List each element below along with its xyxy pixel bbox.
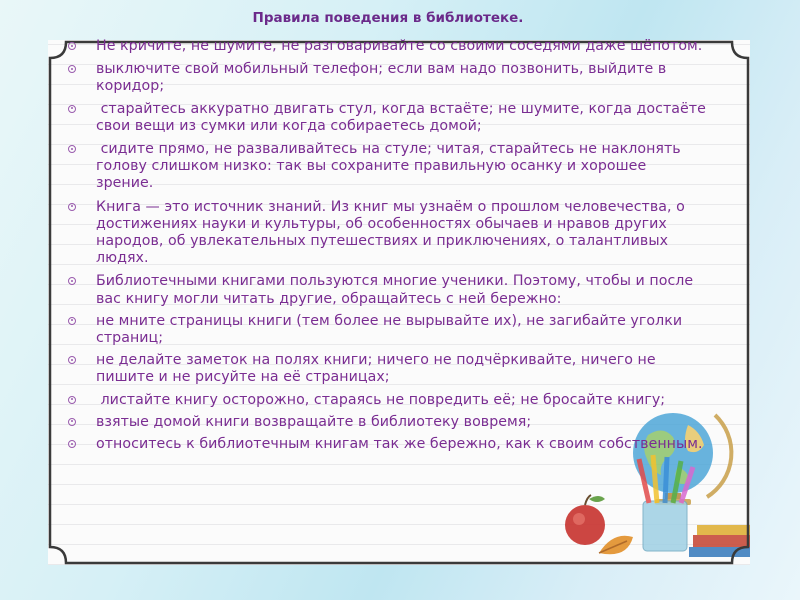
rule-text: сидите прямо, не разваливайтесь на стуле; читая, старайтесь не наклонять голову слишком низко: так вы сохраните правильную осанку и хорошее зрение.: [96, 141, 686, 192]
rule-text: не мните страницы книги (тем более не вырывайте их), не загибайте уголки страниц;: [96, 312, 683, 347]
list-item: [68, 38, 708, 55]
rule-text: взятые домой книги возвращайте в библиотеку вовремя;: [96, 413, 532, 430]
list-item: [68, 61, 708, 95]
rules-list: [68, 38, 711, 453]
rule-text: не делайте заметок на полях книги; ничего не подчёркивайте, ничего не пишите и не рисуйте на её страницах;: [96, 352, 656, 386]
rule-text: старайтесь аккуратно двигать стул, когда встаёте; не шумите, когда достаёте свои вещи из сумки или когда собираетесь домой;: [96, 100, 711, 134]
circle-bullet-icon: [68, 440, 76, 448]
list-item: [68, 141, 708, 193]
circle-bullet-icon: [68, 65, 76, 73]
list-item: [68, 352, 708, 386]
list-item: [68, 436, 708, 453]
page-title: Правила поведения в библиотеке.: [252, 10, 524, 26]
circle-bullet-icon: [68, 356, 76, 364]
rule-text: выключите свой мобильный телефон; если вам надо позвонить, выйдите в коридор;: [96, 61, 667, 95]
rule-text: Книга — это источник знаний. Из книг мы узнаём о прошлом человечества, о достижениях науки и культуры, об особенностях обычаев и нравов других народов, об увлекательных путешествиях и приключениях, о талантливых людях.: [96, 198, 685, 267]
list-item: [68, 199, 708, 268]
list-item: [68, 273, 708, 307]
circle-bullet-icon: [68, 277, 76, 285]
circle-bullet-icon: [68, 105, 76, 113]
list-item: [68, 100, 711, 135]
list-item: [68, 313, 708, 347]
circle-bullet-icon: [68, 42, 76, 50]
circle-bullet-icon: [68, 203, 76, 211]
rule-text: Библиотечными книгами пользуются многие ученики. Поэтому, чтобы и после вас книгу могли читать другие, обращайтесь с ней бережно:: [96, 273, 694, 307]
rule-text: относитесь к библиотечным книгам так же бережно, как к своим собственным.: [96, 436, 703, 453]
circle-bullet-icon: [68, 418, 76, 426]
rule-text: листайте книгу осторожно, стараясь не повредить её; не бросайте книгу;: [96, 391, 666, 408]
circle-bullet-icon: [68, 145, 76, 153]
circle-bullet-icon: [68, 317, 76, 325]
list-item: [68, 392, 708, 409]
rule-text: Не кричите, не шумите, не разговаривайте со своими соседями даже шёпотом.: [96, 38, 703, 54]
list-item: [68, 414, 708, 431]
circle-bullet-icon: [68, 396, 76, 404]
